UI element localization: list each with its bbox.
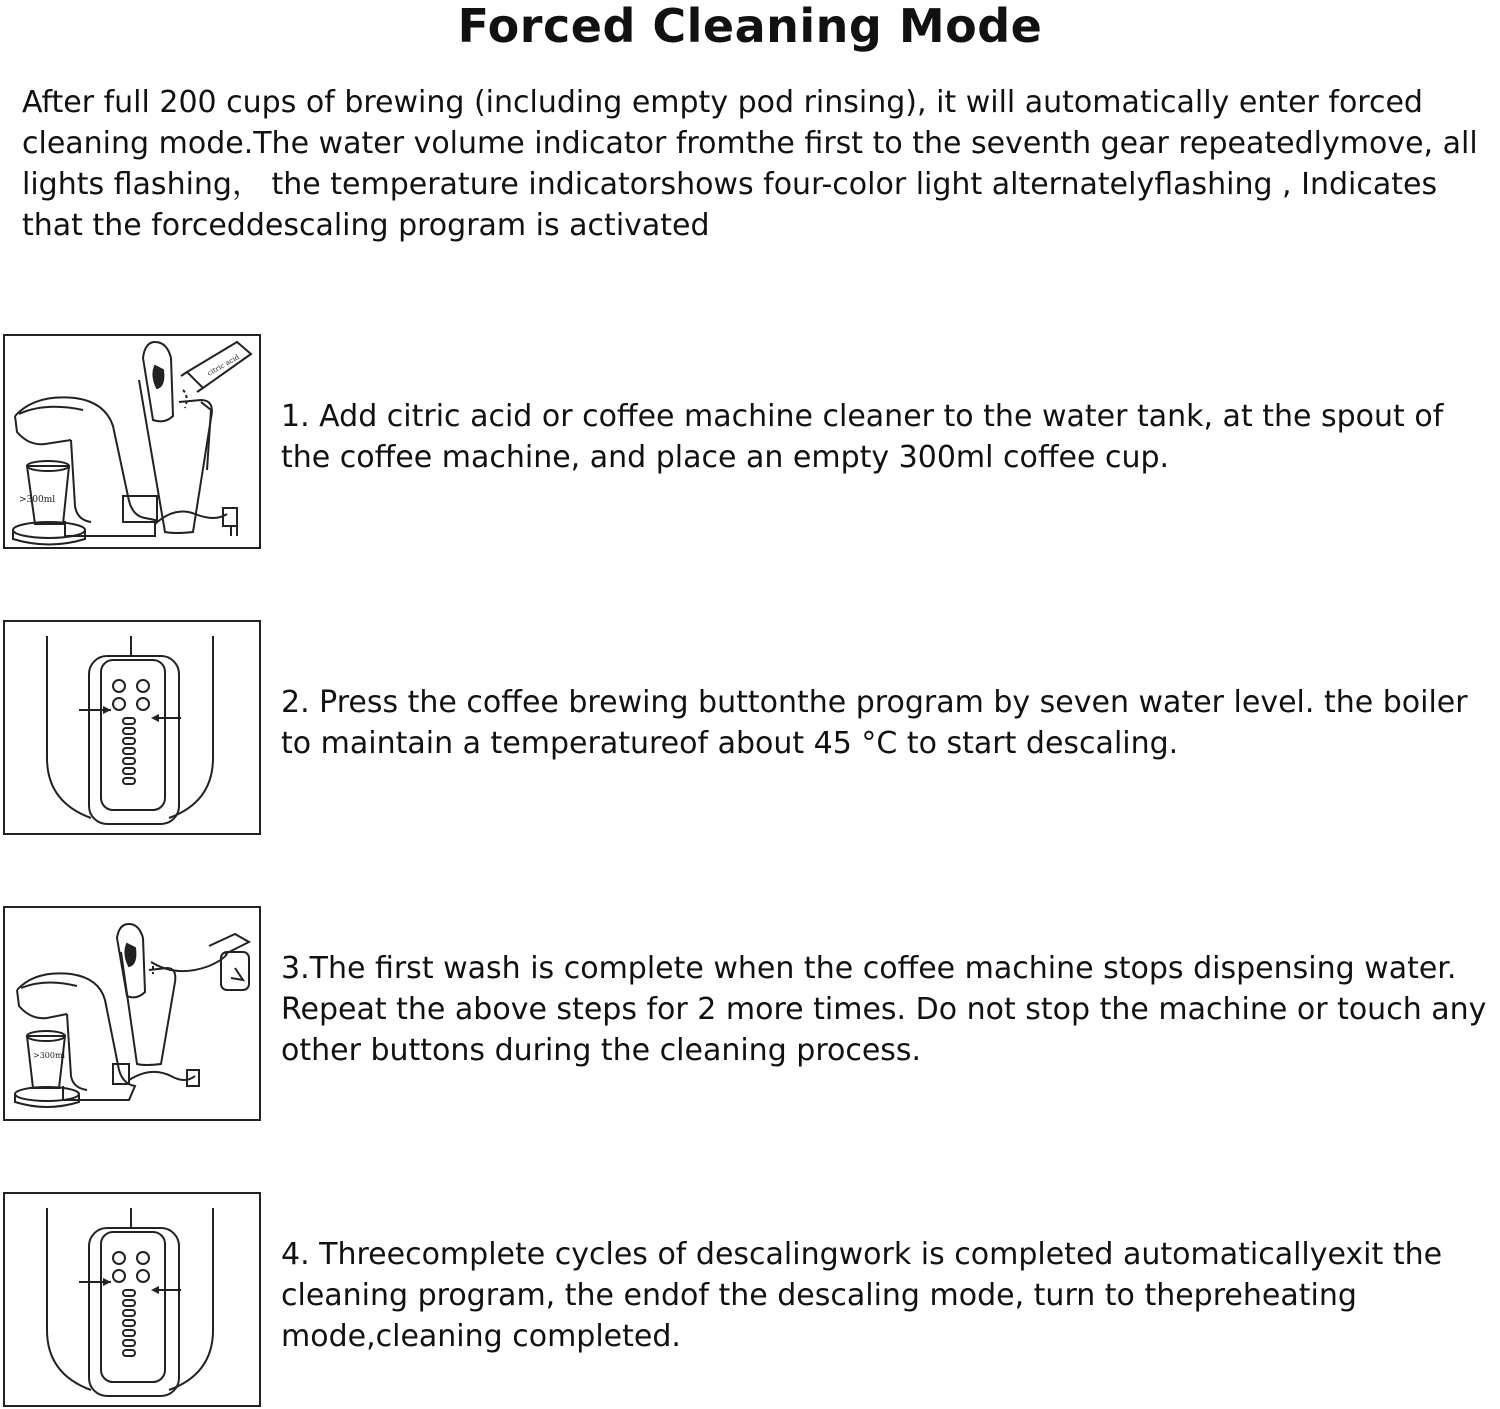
control-panel-icon [5,622,259,833]
step-3 [0,906,1500,1121]
step-2-illustration-frame [3,620,261,835]
machine-with-tap-icon [5,908,259,1119]
step-3-illustration-frame [3,906,261,1121]
step-4-illustration-frame [3,1192,261,1407]
step-4 [0,1192,1500,1407]
cup-label: >300ml [19,495,56,505]
control-panel-icon [5,1194,259,1405]
step-2-text: 2. Press the coffee brewing buttonthe program by seven water level. the boiler to maintain a temperatureof about 45 °C to start descaling. [281,685,1468,761]
machine-with-descaler-icon [5,336,259,547]
intro-paragraph: After full 200 cups of brewing (including empty pod rinsing), it will automatically enter forced cleaning mode.The water volume indicator fromthe first to the seventh gear repeatedlymove, all lights flashing， the temperature indicatorshows four-color light alternatelyflashing , Indicates that the forceddescaling program is activated [22,85,1478,243]
step-1-illustration-frame [3,334,261,549]
step-4-text: 4. Threecomplete cycles of descalingwork is completed automaticallyexit the cleaning program, the endof the descaling mode, turn to thepreheating mode,cleaning completed. [281,1237,1443,1354]
cup-label: >300ml [33,1051,66,1060]
step-2 [0,620,1500,835]
bottle-label: citric acid [206,353,241,378]
step-1-text: 1. Add citric acid or coffee machine cleaner to the water tank, at the spout of the coffee machine, and place an empty 300ml coffee cup. [281,399,1444,475]
step-3-text: 3.The first wash is complete when the coffee machine stops dispensing water. Repeat the above steps for 2 more times. Do not stop the machine or touch any other buttons during the cleaning process. [281,951,1487,1068]
page-title: Forced Cleaning Mode [457,0,1043,53]
step-1 [0,334,1500,549]
